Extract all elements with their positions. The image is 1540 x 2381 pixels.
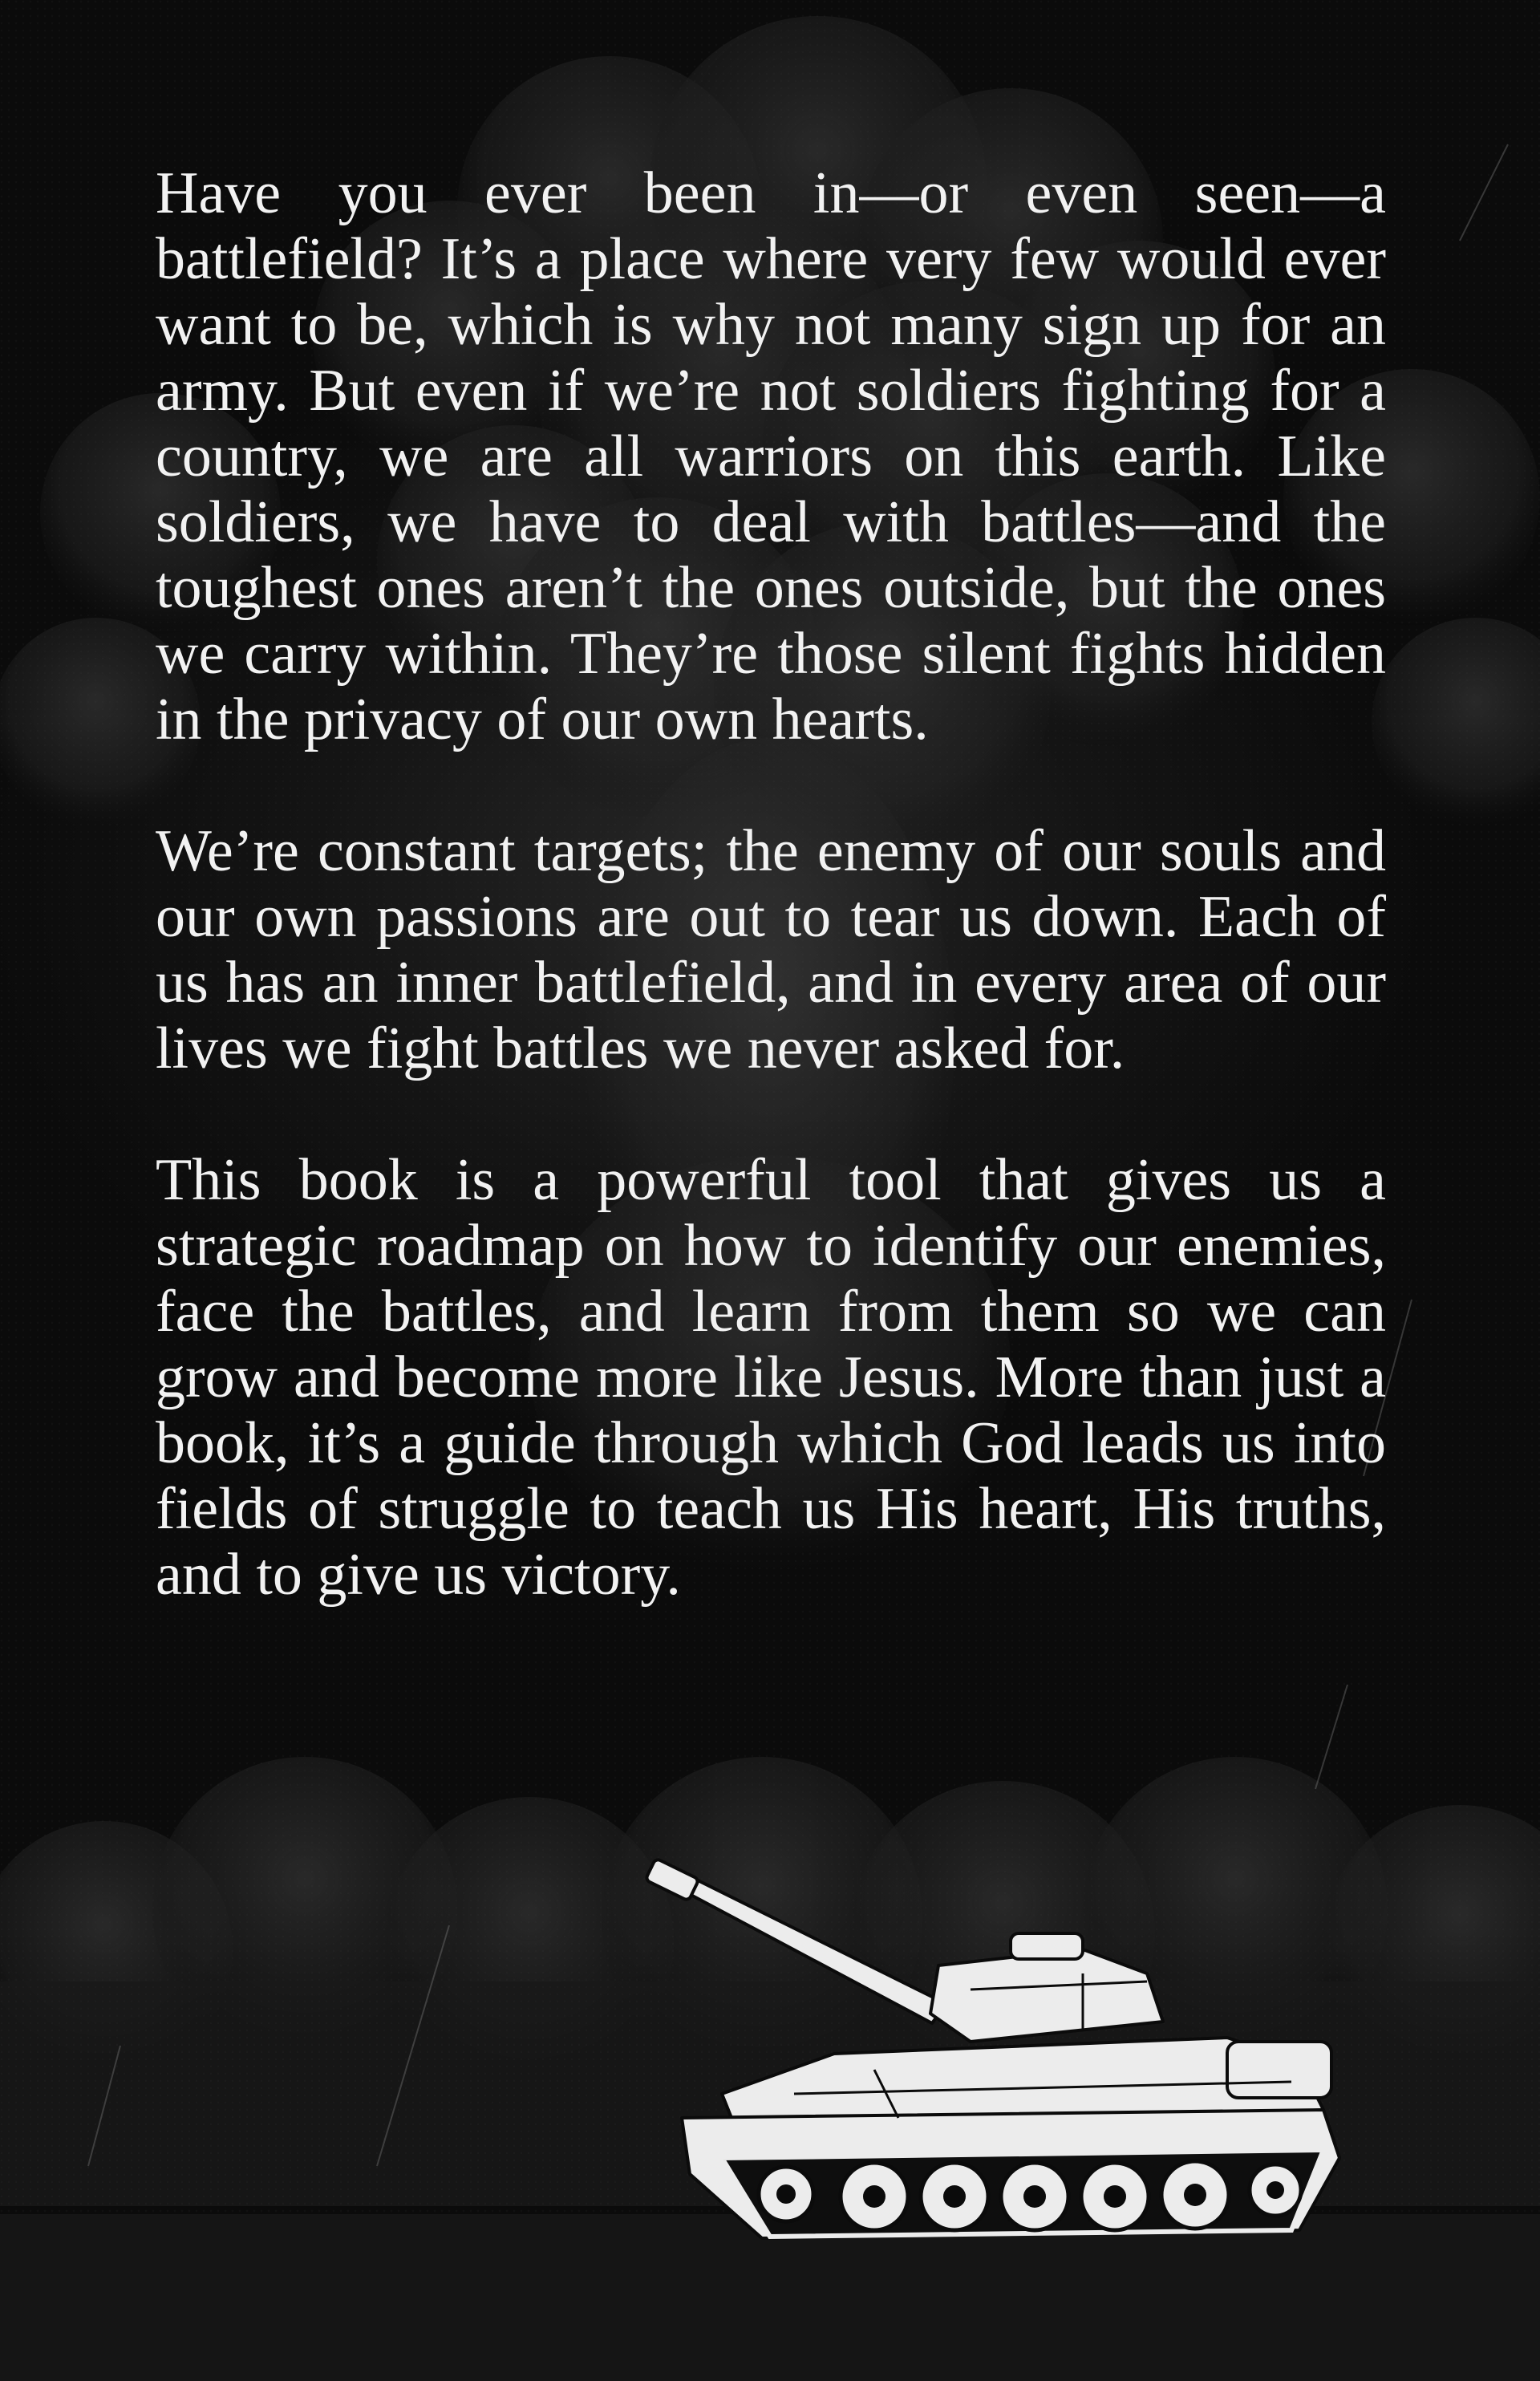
tank-icon xyxy=(634,1853,1356,2270)
body-text xyxy=(156,160,1386,1673)
paragraph-1: Have you ever been in—or even seen—a battlefield? It’s a place where very few would ever want to be, which is why not many sign up for an army. But even if we’re not soldiers fighting for a country, we are all warriors on this earth. Like soldiers, we have to deal with battles—and the toughest ones aren’t the ones outside, but the ones we carry within. They’re those silent fights hidden in the privacy of our own hearts. xyxy=(156,160,1386,752)
paragraph-2: We’re constant targets; the enemy of our souls and our own passions are out to tear us down. Each of us has an inner battlefield, and in every area of our lives we fight battles we never asked for. xyxy=(156,818,1386,1081)
paragraph-3: This book is a powerful tool that gives us a strategic roadmap on how to identify our enemies, face the battles, and learn from them so we can grow and become more like Jesus. More than just a book, it’s a guide through which God leads us into fields of struggle to teach us His heart, His truths, and to give us victory. xyxy=(156,1147,1386,1608)
